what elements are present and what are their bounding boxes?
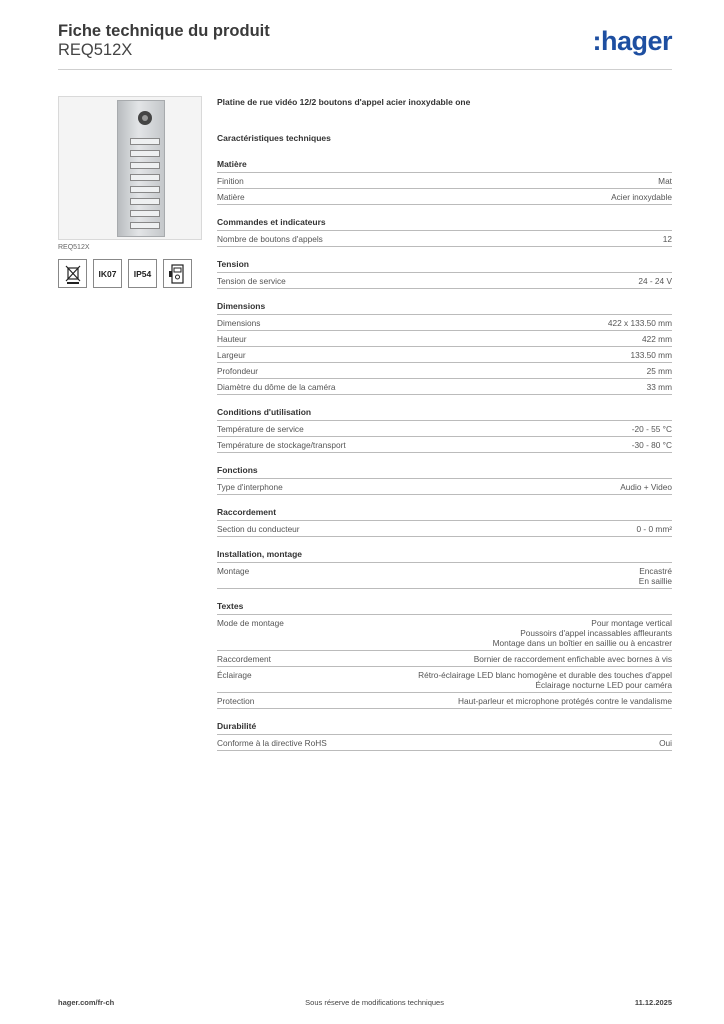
- spec-key: Température de stockage/transport: [217, 440, 346, 450]
- spec-row: [217, 331, 672, 347]
- spec-key: Tension de service: [217, 276, 286, 286]
- spec-key: Éclairage: [217, 670, 252, 680]
- spec-value-line: Pour montage vertical: [591, 618, 672, 628]
- spec-row: [217, 189, 672, 205]
- certification-badges: [58, 259, 202, 288]
- call-button-graphic: [130, 162, 160, 169]
- spec-value: [632, 440, 672, 450]
- spec-row: [217, 615, 672, 651]
- spec-value-line: 0 - 0 mm²: [636, 524, 672, 534]
- spec-value: [658, 176, 672, 186]
- spec-value: [647, 382, 672, 392]
- spec-row: [217, 315, 672, 331]
- spec-key: Nombre de boutons d'appels: [217, 234, 323, 244]
- section-heading: Dimensions: [217, 301, 672, 315]
- call-button-graphic: [130, 150, 160, 157]
- spec-row: [217, 379, 672, 395]
- spec-section: [217, 465, 672, 495]
- spec-row: [217, 273, 672, 289]
- spec-value: [418, 670, 672, 690]
- spec-row: [217, 479, 672, 495]
- ip54-badge: IP54: [128, 259, 157, 288]
- spec-row: [217, 667, 672, 693]
- intercom-icon: [163, 259, 192, 288]
- section-heading: Fonctions: [217, 465, 672, 479]
- spec-value: [638, 276, 672, 286]
- door-station-panel: [117, 100, 165, 237]
- section-heading: Tension: [217, 259, 672, 273]
- ik07-badge: IK07: [93, 259, 122, 288]
- call-button-graphic: [130, 222, 160, 229]
- spec-key: Largeur: [217, 350, 246, 360]
- spec-row: [217, 693, 672, 709]
- spec-key: Conforme à la directive RoHS: [217, 738, 327, 748]
- spec-row: [217, 521, 672, 537]
- spec-value-line: Bornier de raccordement enfichable avec bornes à vis: [473, 654, 672, 664]
- spec-value-line: -30 - 80 °C: [631, 440, 672, 450]
- spec-row: [217, 437, 672, 453]
- spec-row: [217, 363, 672, 379]
- page-footer: [58, 998, 672, 1007]
- spec-value-line: 422 x 133.50 mm: [607, 318, 672, 328]
- spec-value: [474, 654, 672, 664]
- specification-column: [217, 97, 672, 751]
- product-image: [58, 96, 202, 240]
- product-image-column: [58, 96, 202, 288]
- spec-row: [217, 231, 672, 247]
- spec-key: Diamètre du dôme de la caméra: [217, 382, 336, 392]
- spec-row: [217, 563, 672, 589]
- spec-value-line: 133.50 mm: [630, 350, 672, 360]
- spec-value: [632, 424, 672, 434]
- spec-value: [663, 234, 672, 244]
- spec-value-line: -20 - 55 °C: [631, 424, 672, 434]
- spec-value: [611, 192, 672, 202]
- product-reference: REQ512X: [58, 41, 133, 59]
- spec-section: [217, 301, 672, 395]
- spec-row: [217, 421, 672, 437]
- section-heading: Conditions d'utilisation: [217, 407, 672, 421]
- section-heading: Raccordement: [217, 507, 672, 521]
- spec-value-line: Poussoirs d'appel incassables affleurants: [520, 628, 672, 638]
- spec-section: [217, 407, 672, 453]
- call-button-graphic: [130, 198, 160, 205]
- spec-value-line: Mat: [658, 176, 672, 186]
- spec-value: [630, 350, 672, 360]
- weee-icon: [58, 259, 87, 288]
- spec-value: [637, 524, 673, 534]
- product-name: Platine de rue vidéo 12/2 boutons d'appel acier inoxydable one: [217, 97, 471, 107]
- call-button-graphic: [130, 186, 160, 193]
- spec-key: Protection: [217, 696, 255, 706]
- spec-key: Type d'interphone: [217, 482, 283, 492]
- spec-key: Section du conducteur: [217, 524, 300, 534]
- spec-section: [217, 721, 672, 751]
- spec-section: [217, 507, 672, 537]
- spec-row: [217, 651, 672, 667]
- spec-section: [217, 549, 672, 589]
- section-heading: Durabilité: [217, 721, 672, 735]
- spec-value-line: Rétro-éclairage LED blanc homogène et durable des touches d'appel: [418, 670, 672, 680]
- spec-section: [217, 601, 672, 709]
- page-header: [58, 22, 672, 70]
- spec-value: [608, 318, 672, 328]
- camera-icon: [138, 111, 152, 125]
- specification-sections: [217, 159, 672, 751]
- spec-key: Dimensions: [217, 318, 261, 328]
- spec-section: [217, 159, 672, 205]
- spec-value-line: Oui: [659, 738, 672, 748]
- hager-logo: :hager: [592, 26, 672, 56]
- spec-section: [217, 217, 672, 247]
- spec-key: Mode de montage: [217, 618, 284, 628]
- spec-value-line: 25 mm: [646, 366, 672, 376]
- spec-value-line: Haut-parleur et microphone protégés contre le vandalisme: [458, 696, 672, 706]
- spec-key: Température de service: [217, 424, 304, 434]
- spec-section: [217, 259, 672, 289]
- spec-row: [217, 173, 672, 189]
- spec-value-line: 422 mm: [642, 334, 672, 344]
- call-button-graphic: [130, 210, 160, 217]
- spec-key: Matière: [217, 192, 245, 202]
- section-heading: Matière: [217, 159, 672, 173]
- spec-value: [639, 566, 672, 586]
- section-heading: Installation, montage: [217, 549, 672, 563]
- spec-value-line: Encastré: [639, 566, 672, 576]
- call-button-graphic: [130, 138, 160, 145]
- spec-value-line: Audio + Video: [620, 482, 672, 492]
- spec-value-line: 12: [662, 234, 672, 244]
- spec-value-line: Montage dans un boîtier en saillie ou à encastrer: [492, 638, 672, 648]
- spec-value-line: Éclairage nocturne LED pour caméra: [535, 680, 672, 690]
- spec-value-line: En saillie: [638, 576, 672, 586]
- characteristics-title: Caractéristiques techniques: [217, 133, 331, 143]
- footer-date: 11.12.2025: [634, 998, 672, 1007]
- page-title: Fiche technique du produit: [58, 22, 270, 40]
- spec-value-line: 33 mm: [646, 382, 672, 392]
- spec-value: [493, 618, 672, 648]
- footer-note: Sous réserve de modifications techniques: [305, 998, 444, 1007]
- spec-value: [659, 738, 672, 748]
- spec-value: [620, 482, 672, 492]
- spec-value: [458, 696, 672, 706]
- section-heading: Commandes et indicateurs: [217, 217, 672, 231]
- spec-key: Profondeur: [217, 366, 259, 376]
- spec-row: [217, 735, 672, 751]
- spec-key: Finition: [217, 176, 244, 186]
- product-image-label: REQ512X: [58, 244, 90, 251]
- spec-row: [217, 347, 672, 363]
- spec-value: [642, 334, 672, 344]
- spec-key: Hauteur: [217, 334, 247, 344]
- section-heading: Textes: [217, 601, 672, 615]
- footer-url: hager.com/fr-ch: [58, 998, 115, 1007]
- call-button-graphic: [130, 174, 160, 181]
- spec-value: [647, 366, 672, 376]
- spec-key: Montage: [217, 566, 250, 576]
- spec-value-line: 24 - 24 V: [638, 276, 672, 286]
- spec-key: Raccordement: [217, 654, 271, 664]
- spec-value-line: Acier inoxydable: [611, 192, 672, 202]
